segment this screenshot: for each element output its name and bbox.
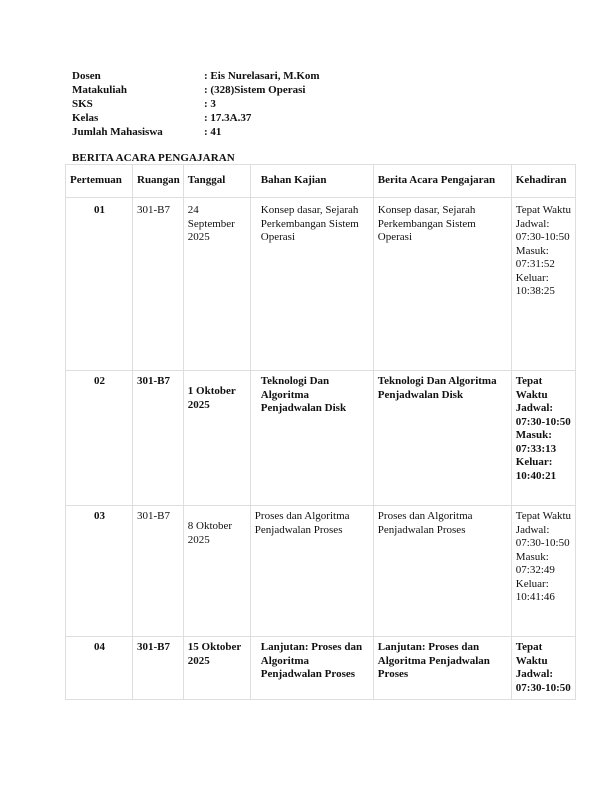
cell-kehadiran — [511, 506, 575, 637]
info-row-dosen — [72, 69, 320, 83]
cell-bahan-kajian: Lanjutan: Proses dan Algoritma Penjadwalan Proses — [250, 637, 373, 700]
info-row-matakuliah — [72, 83, 320, 97]
cell-bahan-kajian: Teknologi Dan Algoritma Penjadwalan Disk — [250, 371, 373, 506]
cell-berita-acara: Konsep dasar, Sejarah Perkembangan Sistem Operasi — [373, 198, 511, 371]
cell-ruangan: 301-B7 — [133, 506, 184, 637]
cell-bahan-kajian: Konsep dasar, Sejarah Perkembangan Sistem Operasi — [250, 198, 373, 371]
cell-tanggal — [183, 506, 250, 637]
cell-tanggal — [183, 371, 250, 506]
info-label: Kelas — [72, 112, 99, 124]
kehadiran-keluar: Keluar: 10:38:25 — [515, 271, 555, 297]
info-value: : Eis Nurelasari, M.Kom — [204, 70, 320, 82]
table-row — [66, 637, 576, 700]
info-label: SKS — [72, 98, 93, 110]
cell-pertemuan: 03 — [66, 506, 133, 637]
info-row-sks — [72, 97, 320, 111]
kehadiran-keluar: Keluar: 10:41:46 — [515, 577, 555, 603]
cell-ruangan: 301-B7 — [133, 371, 184, 506]
cell-berita-acara: Lanjutan: Proses dan Algoritma Penjadwalan Proses — [373, 637, 511, 700]
cell-berita-acara: Proses dan Algoritma Penjadwalan Proses — [373, 506, 511, 637]
course-info — [72, 69, 320, 139]
cell-tanggal: 15 Oktober 2025 — [183, 637, 250, 700]
kehadiran-jadwal: Jadwal: 07:30-10:50 — [515, 668, 571, 694]
cell-bahan-kajian: Proses dan Algoritma Penjadwalan Proses — [250, 506, 373, 637]
info-value: : 17.3A.37 — [204, 112, 252, 124]
attendance-table — [65, 164, 576, 700]
kehadiran-status: Tepat Waktu — [515, 641, 548, 667]
info-value: : (328)Sistem Operasi — [204, 84, 306, 96]
info-value: : 3 — [204, 98, 216, 110]
info-row-jumlah-mahasiswa — [72, 125, 320, 139]
cell-ruangan: 301-B7 — [133, 198, 184, 371]
kehadiran-jadwal: Jadwal: 07:30-10:50 — [515, 217, 570, 243]
kehadiran-keluar: Keluar: 10:40:21 — [515, 456, 557, 482]
kehadiran-status: Tepat Waktu — [515, 204, 572, 216]
cell-ruangan: 301-B7 — [133, 637, 184, 700]
cell-pertemuan: 01 — [66, 198, 133, 371]
kehadiran-status: Tepat Waktu — [515, 510, 572, 522]
table-row — [66, 198, 576, 371]
cell-kehadiran — [511, 637, 575, 700]
info-row-kelas — [72, 111, 320, 125]
kehadiran-jadwal: Jadwal: 07:30-10:50 — [515, 523, 570, 549]
header-tanggal: Tanggal — [183, 165, 250, 198]
header-ruangan: Ruangan — [133, 165, 184, 198]
table-row — [66, 371, 576, 506]
header-bahan-kajian: Bahan Kajian — [250, 165, 373, 198]
attendance-table-wrapper — [65, 164, 576, 700]
tanggal-text: 1 Oktober 2025 — [187, 385, 236, 411]
table-header-row — [66, 165, 576, 198]
kehadiran-status: Tepat Waktu — [515, 375, 548, 401]
cell-kehadiran — [511, 198, 575, 371]
header-berita-acara: Berita Acara Pengajaran — [373, 165, 511, 198]
header-kehadiran: Kehadiran — [511, 165, 575, 198]
tanggal-text: 8 Oktober 2025 — [187, 520, 233, 546]
header-pertemuan: Pertemuan — [66, 165, 133, 198]
cell-tanggal: 24 September 2025 — [183, 198, 250, 371]
cell-pertemuan: 04 — [66, 637, 133, 700]
info-label: Jumlah Mahasiswa — [72, 126, 163, 138]
table-row — [66, 506, 576, 637]
cell-pertemuan: 02 — [66, 371, 133, 506]
info-label: Matakuliah — [72, 84, 128, 96]
kehadiran-masuk: Masuk: 07:33:13 — [515, 429, 557, 455]
kehadiran-jadwal: Jadwal: 07:30-10:50 — [515, 402, 571, 428]
kehadiran-masuk: Masuk: 07:31:52 — [515, 244, 555, 270]
info-value: : 41 — [204, 126, 222, 138]
cell-berita-acara: Teknologi Dan Algoritma Penjadwalan Disk — [373, 371, 511, 506]
section-title: BERITA ACARA PENGAJARAN — [72, 152, 235, 164]
info-label: Dosen — [72, 70, 101, 82]
kehadiran-masuk: Masuk: 07:32:49 — [515, 550, 555, 576]
cell-kehadiran — [511, 371, 575, 506]
